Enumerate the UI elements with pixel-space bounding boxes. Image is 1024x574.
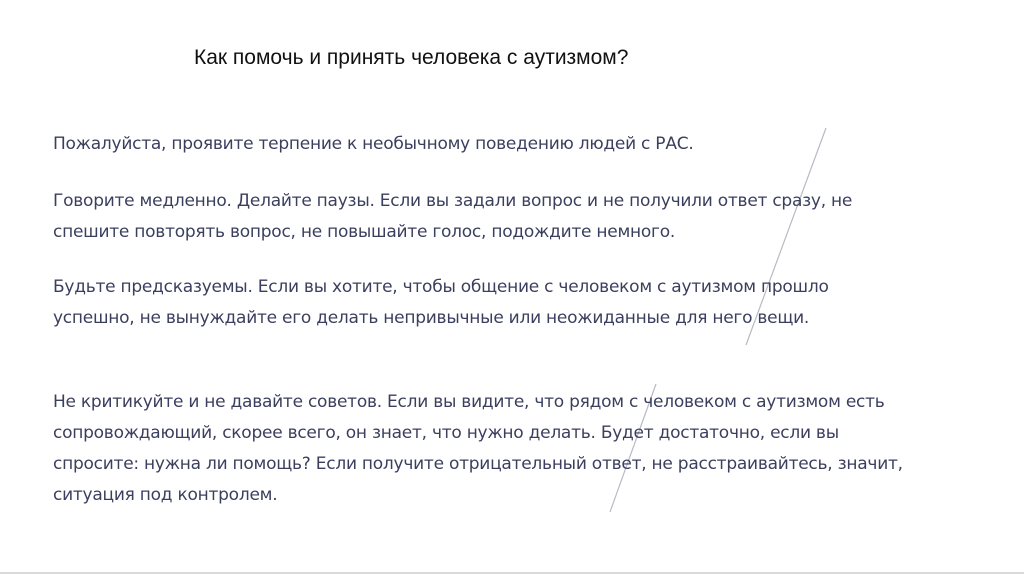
slide-title: Как помочь и принять человека с аутизмом? xyxy=(194,46,629,69)
paragraph-line: сопровождающий, скорее всего, он знает, что нужно делать. Будет достаточно, если вы xyxy=(53,423,839,443)
paragraph-no-criticism xyxy=(53,387,973,511)
paragraph-line: Не критикуйте и не давайте советов. Если вы видите, что рядом с человеком с аутизмом есть xyxy=(53,392,885,412)
paragraph-line: спешите повторять вопрос, не повышайте голос, подождите немного. xyxy=(53,222,676,242)
paragraph-speak-slowly xyxy=(53,186,973,248)
paragraph-line: Будьте предсказуемы. Если вы хотите, чтобы общение с человеком с аутизмом прошло xyxy=(53,277,829,297)
paragraph-patience xyxy=(53,129,973,160)
paragraph-line: Говорите медленно. Делайте паузы. Если вы задали вопрос и не получили ответ сразу, не xyxy=(53,191,853,211)
paragraph-line: Пожалуйста, проявите терпение к необычному поведению людей с РАС. xyxy=(53,134,694,154)
paragraph-be-predictable xyxy=(53,272,973,334)
paragraph-line: ситуация под контролем. xyxy=(53,485,278,505)
paragraph-line: спросите: нужна ли помощь? Если получите отрицательный ответ, не расстраивайтесь, значит, xyxy=(53,454,903,474)
paragraph-line: успешно, не вынуждайте его делать непривычные или неожиданные для него вещи. xyxy=(53,308,810,328)
